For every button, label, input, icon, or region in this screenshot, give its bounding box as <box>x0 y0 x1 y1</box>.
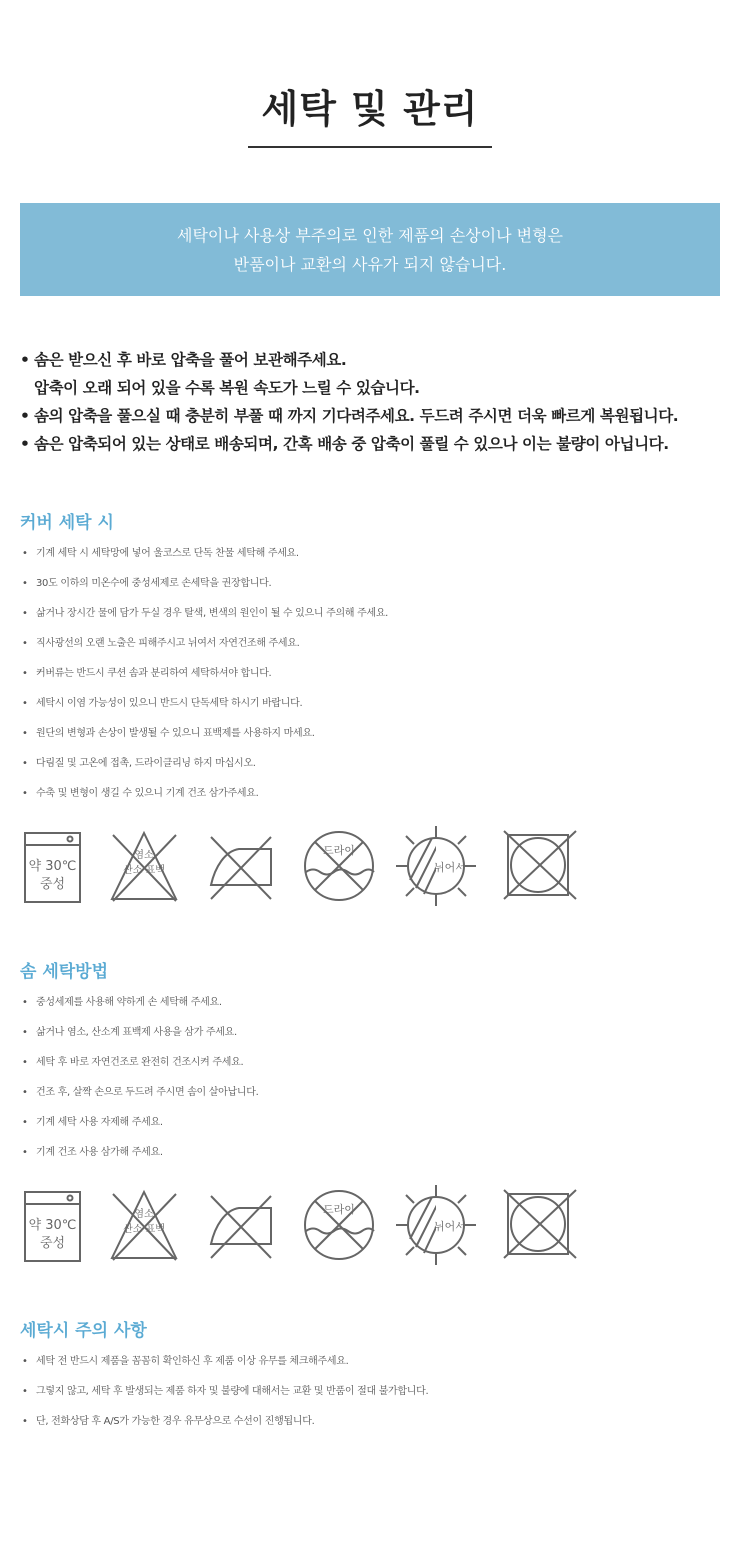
list-item: • 기계 세탁 사용 자제해 주세요. <box>22 1108 737 1138</box>
list-item: • 기계 건조 사용 삼가해 주세요. <box>22 1138 737 1168</box>
dry-clean-label: 드라이 <box>323 1203 355 1216</box>
foam-care-icons <box>20 1186 590 1266</box>
notice-line: 세탁이나 사용상 부주의로 인한 제품의 손상이나 변형은 <box>176 226 563 245</box>
wash-detergent-label: 중성 <box>39 1236 66 1251</box>
notice-banner <box>20 203 720 296</box>
notice-line: 반품이나 교환의 사유가 되지 않습니다. <box>233 255 507 274</box>
caution-section-title: 세탁시 주의 사항 <box>20 1321 147 1341</box>
no-iron-icon <box>205 1186 277 1264</box>
list-item: • 단, 전화상담 후 A/S가 가능한 경우 유무상으로 수선이 진행됩니다. <box>22 1407 737 1437</box>
intro-item <box>20 346 735 402</box>
hand-wash-30-icon <box>23 827 85 905</box>
bleach-label: 염소 <box>134 1209 154 1220</box>
list-item: • 수축 및 변형이 생길 수 있으니 기계 건조 삼가주세요. <box>22 779 737 809</box>
no-dry-clean-icon <box>300 827 378 905</box>
list-item: • 직사광선의 오랜 노출은 피해주시고 뉘여서 자연건조해 주세요. <box>22 629 737 659</box>
no-tumble-dry-icon <box>502 827 578 903</box>
bleach-label: 산소 표백 <box>123 1224 165 1235</box>
title-divider <box>248 146 492 148</box>
intro-item-text: 솜은 받으신 후 바로 압축을 풀어 보관해주세요. <box>34 351 347 369</box>
bleach-label: 산소 표백 <box>123 865 165 876</box>
wash-temp-label: 약 30℃ <box>28 859 77 874</box>
no-iron-icon <box>205 827 277 905</box>
page-title: 세탁 및 관리 <box>261 87 479 131</box>
no-bleach-icon <box>108 1186 180 1264</box>
list-item: • 기계 세탁 시 세탁망에 넣어 울코스로 단독 찬물 세탁해 주세요. <box>22 539 737 569</box>
cover-care-icons <box>20 827 590 907</box>
list-item: • 세탁시 이염 가능성이 있으니 반드시 단독세탁 하시기 바랍니다. <box>22 689 737 719</box>
list-item: • 커버류는 반드시 쿠션 솜과 분리하여 세탁하셔야 합니다. <box>22 659 737 689</box>
no-bleach-icon <box>108 827 180 905</box>
flat-dry-label: 뉘어서 <box>434 861 466 874</box>
intro-list <box>20 346 735 458</box>
flat-dry-label: 뉘어서 <box>434 1220 466 1233</box>
wash-detergent-label: 중성 <box>39 877 66 892</box>
cover-care-list <box>22 539 737 809</box>
list-item: • 세탁 후 바로 자연건조로 완전히 건조시켜 주세요. <box>22 1048 737 1078</box>
cover-section-title: 커버 세탁 시 <box>20 513 114 533</box>
wash-temp-label: 약 30℃ <box>28 1218 77 1233</box>
intro-item: • 솜은 압축되어 있는 상태로 배송되며, 간혹 배송 중 압축이 풀릴 수 있으나 이는 불량이 아닙니다. <box>20 430 735 458</box>
list-item: • 삶거나 장시간 물에 담가 두실 경우 탈색, 변색의 원인이 될 수 있으니 주의해 주세요. <box>22 599 737 629</box>
foam-section-title: 솜 세탁방법 <box>20 962 109 982</box>
list-item: • 건조 후, 살짝 손으로 두드려 주시면 솜이 살아납니다. <box>22 1078 737 1108</box>
bleach-label: 염소 <box>134 850 154 861</box>
intro-item: • 솜의 압축을 풀으실 때 충분히 부풀 때 까지 기다려주세요. 두드려 주시면 더욱 빠르게 복원됩니다. <box>20 402 735 430</box>
list-item: • 삶거나 염소, 산소계 표백제 사용을 삼가 주세요. <box>22 1018 737 1048</box>
list-item: • 중성세제를 사용해 약하게 손 세탁해 주세요. <box>22 988 737 1018</box>
flat-dry-shade-icon <box>394 824 478 908</box>
list-item: • 그렇지 않고, 세탁 후 발생되는 제품 하자 및 불량에 대해서는 교환 및 반품이 절대 불가합니다. <box>22 1377 737 1407</box>
no-tumble-dry-icon <box>502 1186 578 1262</box>
no-dry-clean-icon <box>300 1186 378 1264</box>
list-item: • 세탁 전 반드시 제품을 꼼꼼히 확인하신 후 제품 이상 유무를 체크해주세요. <box>22 1347 737 1377</box>
list-item: • 30도 이하의 미온수에 중성세제로 손세탁을 권장합니다. <box>22 569 737 599</box>
intro-item-text: 압축이 오래 되어 있을 수록 복원 속도가 느릴 수 있습니다. <box>34 379 420 397</box>
dry-clean-label: 드라이 <box>323 844 355 857</box>
flat-dry-shade-icon <box>394 1183 478 1267</box>
hand-wash-30-icon <box>23 1186 85 1264</box>
list-item: • 다림질 및 고온에 접촉, 드라이클리닝 하지 마십시오. <box>22 749 737 779</box>
foam-care-list <box>22 988 737 1168</box>
caution-list <box>22 1347 737 1437</box>
list-item: • 원단의 변형과 손상이 발생될 수 있으니 표백제를 사용하지 마세요. <box>22 719 737 749</box>
